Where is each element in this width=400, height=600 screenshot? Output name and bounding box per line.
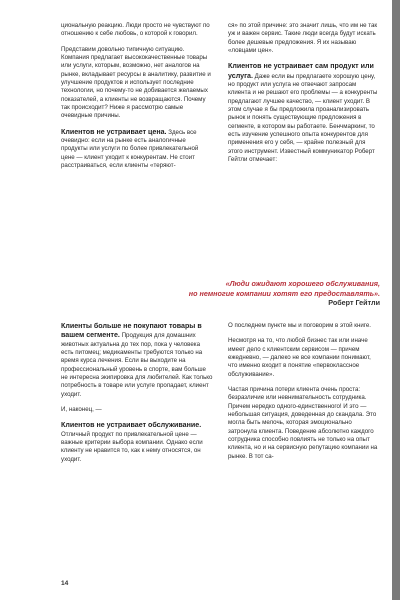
paragraph-lead: Клиентов не устраивает обслуживание.: [61, 421, 202, 430]
paragraph-lead: Клиенты больше не покупают товары в вашем сегменте.: [61, 322, 202, 340]
paragraph-body: Здесь все очевидно: если на рынке есть аналогичные продукты или услуги по более привлекательной цене — клиент уходит к конкурентам. Не стоит расстраиваться, если клиенты «теряют-: [61, 128, 199, 170]
paragraph: О последнем пункте мы и поговорим в этой книге.: [228, 322, 371, 329]
paragraph: [61, 322, 213, 399]
paragraph: Частая причина потери клиента очень проста: безразличие или невнимательность сотрудника. Причем нередко одного-единственного! И это — небольшая ситуация, доведенная до скандала. Это могла быть мелочь, которая эмоционально затронула клиента. Поведение абсолютно каждого сотрудника способно повлиять не только на опыт клиента, но и на сервисную репутацию компании на рынке. В тот са-: [228, 386, 378, 460]
page-edge-bar: [392, 0, 400, 600]
paragraph: циональную реакцию. Люди просто не чувствуют по отношению к себе любовь, о которой к говорил.: [61, 22, 210, 38]
paragraph: [61, 421, 213, 464]
quote-author: Роберт Гейтли: [328, 298, 380, 308]
paragraph: ся» по этой причине: это значит лишь, что им не так уж и важен сервис. Такие люди всегда будут искать более дешевые предложения. Я их называю «ловцами цен».: [228, 22, 378, 55]
paragraph-body: Продукция для домашних животных актуальна до тех пор, пока у человека есть питомец; медикаменты требуются только на время курса лечения. Если вы выходите на профессиональный уровень в спорте, вам больше не интересна экипировка для любителей. Как только потребность в товаре или услуге пропадает, клиент уходит.: [61, 332, 213, 398]
pull-quote: [98, 279, 380, 308]
paragraph-lead: Клиентов не устраивает цена.: [61, 127, 167, 136]
paragraph-body: Даже если вы предлагаете хорошую цену, но продукт или услуга не отвечают запросам клиента и не решают его проблемы — а конкуренты предлагают лучшее качество, — клиент уходит. В этом случае я бы предложила проанализировать рынок и понять существующие предложения в сегменте, в котором вы работаете. Бенчмаркинг, то есть изучение успешного опыта конкурентов для применения его у себя, — крайне полезный для этого инструмент. Известный коммуникатор Роберт Гейтли отмечает:: [228, 72, 378, 164]
paragraph: [61, 128, 213, 171]
paragraph: Представим довольно типичную ситуацию. Компания предлагает высококачественные товары или услуги, которым, возможно, нет аналогов на рынке, вкладывает ресурсы в аналитику, развитие и улучшение продуктов и использует последние технологии, но почему-то не добивается желаемых показателей, а клиенты не возвращаются. Почему так происходит? Ниже я рассмотрю самые очевидные причины.: [61, 45, 211, 120]
paragraph-body: Отличный продукт по привлекательной цене — важные критерии выбора компании. Однако если клиенту не нравится то, как к нему относятся, он уходит.: [61, 430, 203, 463]
column-top-left: [61, 22, 213, 178]
paragraph: Несмотря на то, что любой бизнес так или иначе имеет дело с клиентским сервисом — причем ежедневно, — далеко не все компании понимают, что именно входит в понятие «первоклассное обслуживание».: [228, 337, 371, 378]
page-number: 14: [61, 580, 69, 587]
paragraph: И, наконец, —: [61, 406, 102, 414]
quote-line: «Люди ожидают хорошего обслуживания,: [225, 279, 380, 288]
paragraph-lead: Клиентов не устраивает сам продукт или услуга.: [228, 62, 374, 80]
quote-line: но немногие компании хотят его предоставлять».: [188, 288, 380, 298]
column-bottom-left: [61, 322, 213, 471]
paragraph: [228, 62, 380, 164]
column-top-right: [228, 22, 380, 172]
column-bottom-right: [228, 322, 380, 468]
